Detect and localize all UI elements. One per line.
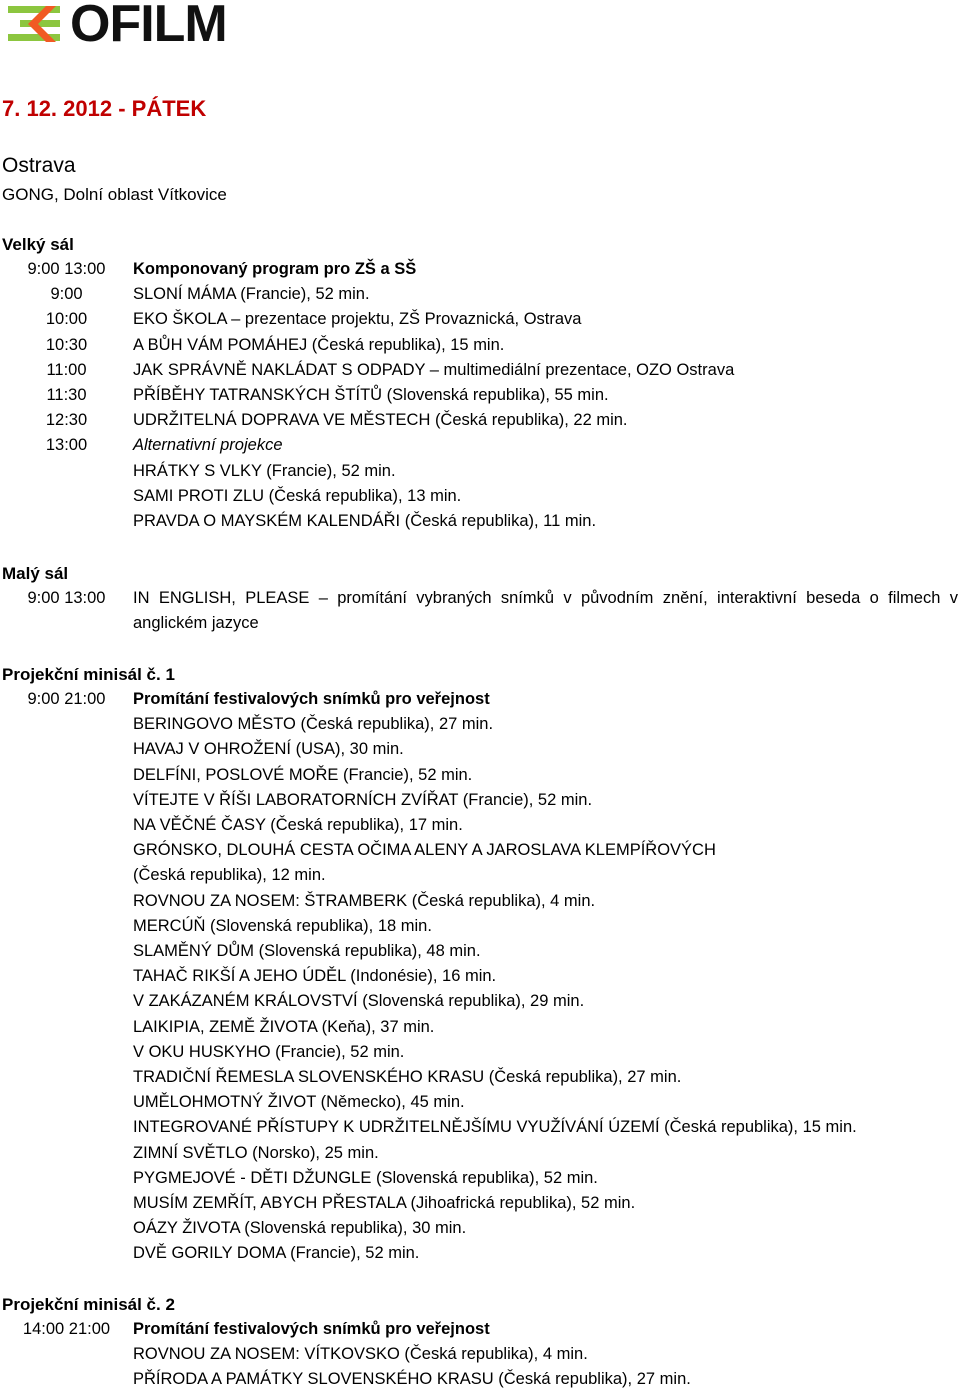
program-time: 10:30 <box>45 335 88 354</box>
program-row <box>0 737 960 762</box>
program-time <box>0 788 133 813</box>
program-item: MUSÍM ZEMŘÍT, ABYCH PŘESTALA (Jihoafrická republika), 52 min. <box>133 1194 636 1213</box>
program-time <box>0 1115 133 1140</box>
program-item: V OKU HUSKYHO (Francie), 52 min. <box>133 1042 405 1061</box>
program-time <box>0 1241 133 1266</box>
program-row <box>0 813 960 838</box>
program-time <box>0 964 133 989</box>
program-item: NA VĚČNÉ ČASY (Česká republika), 17 min. <box>133 816 463 835</box>
program-item: OÁZY ŽIVOTA (Slovenská republika), 30 min. <box>133 1219 467 1238</box>
program-time <box>0 1342 133 1367</box>
program-row <box>0 712 960 737</box>
program-item: PRAVDA O MAYSKÉM KALENDÁŘI (Česká republika), 11 min. <box>133 512 597 531</box>
program-time <box>0 914 133 939</box>
program-time <box>0 1015 133 1040</box>
program-row <box>0 358 960 383</box>
hall-section <box>0 561 960 636</box>
program-row <box>0 1115 960 1140</box>
program-row <box>0 1317 960 1342</box>
logo-text: OFILM <box>70 0 227 53</box>
program-row <box>0 433 960 458</box>
program-row <box>0 1090 960 1115</box>
program-item: A BŮH VÁM POMÁHEJ (Česká republika), 15 min. <box>133 335 505 354</box>
program-row <box>0 1342 960 1367</box>
program-row <box>0 1367 960 1392</box>
program-row <box>0 1241 960 1266</box>
program-time <box>0 763 133 788</box>
program-time <box>0 939 133 964</box>
program-row <box>0 586 960 636</box>
program-item: TAHAČ RIKŠÍ A JEHO ÚDĚL (Indonésie), 16 min. <box>133 967 497 986</box>
program-row <box>0 257 960 282</box>
program-item: SLAMĚNÝ DŮM (Slovenská republika), 48 min. <box>133 942 481 961</box>
program-time <box>0 989 133 1014</box>
program-item: Promítání festivalových snímků pro veřejnost <box>133 690 490 708</box>
program-time: 11:00 <box>46 360 87 379</box>
program-item: UMĚLOHMOTNÝ ŽIVOT (Německo), 45 min. <box>133 1093 465 1112</box>
program-item: PŘÍBĚHY TATRANSKÝCH ŠTÍTŮ (Slovenská republika), 55 min. <box>133 386 609 405</box>
program-item: HAVAJ V OHROŽENÍ (USA), 30 min. <box>133 740 404 759</box>
program-item: SAMI PROTI ZLU (Česká republika), 13 min. <box>133 486 462 505</box>
program-item: PYGMEJOVÉ - DĚTI DŽUNGLE (Slovenská republika), 52 min. <box>133 1168 598 1187</box>
program-item: JAK SPRÁVNĚ NAKLÁDAT S ODPADY – multimediální prezentace, OZO Ostrava <box>133 360 735 379</box>
program-item: Komponovaný program pro ZŠ a SŠ <box>133 260 417 278</box>
program-row <box>0 307 960 332</box>
hall-title: Velký sál <box>2 235 74 254</box>
program-item: Alternativní projekce <box>133 436 283 455</box>
program-time <box>0 1367 133 1392</box>
city-title: Ostrava <box>2 154 76 177</box>
program-item: (Česká republika), 12 min. <box>133 866 326 885</box>
program-item: UDRŽITELNÁ DOPRAVA VE MĚSTECH (Česká republika), 22 min. <box>133 411 628 430</box>
program-time <box>0 1216 133 1241</box>
program-time <box>0 889 133 914</box>
program-row <box>0 838 960 863</box>
program-time: 10:00 <box>45 310 88 329</box>
program-row <box>0 687 960 712</box>
program-row <box>0 383 960 408</box>
program-time <box>0 1090 133 1115</box>
program-row <box>0 889 960 914</box>
program-row <box>0 1216 960 1241</box>
program-item: ROVNOU ZA NOSEM: VÍTKOVSKO (Česká republika), 4 min. <box>133 1345 588 1364</box>
program-item: EKO ŠKOLA – prezentace projektu, ZŠ Provaznická, Ostrava <box>133 310 582 329</box>
program-item: ROVNOU ZA NOSEM: ŠTRAMBERK (Česká republika), 4 min. <box>133 891 596 910</box>
program-row <box>0 509 960 534</box>
program-time <box>0 459 133 484</box>
program-date: 7. 12. 2012 - PÁTEK <box>2 96 207 121</box>
program-time <box>0 737 133 762</box>
program-item: DVĚ GORILY DOMA (Francie), 52 min. <box>133 1244 420 1263</box>
program-item: SLONÍ MÁMA (Francie), 52 min. <box>133 285 370 304</box>
program-time <box>0 1166 133 1191</box>
program-row <box>0 408 960 433</box>
program-row <box>0 1191 960 1216</box>
program-item: HRÁTKY S VLKY (Francie), 52 min. <box>133 461 396 480</box>
program-item: ZIMNÍ SVĚTLO (Norsko), 25 min. <box>133 1143 379 1162</box>
program-time: 9:00 13:00 <box>27 589 106 607</box>
program-item: INTEGROVANÉ PŘÍSTUPY K UDRŽITELNĚJŠÍMU VYUŽÍVÁNÍ ÚZEMÍ (Česká republika), 15 min. <box>133 1118 857 1137</box>
program-time <box>0 1141 133 1166</box>
program-row <box>0 1015 960 1040</box>
program-time <box>0 712 133 737</box>
program-row <box>0 333 960 358</box>
program-time: 14:00 21:00 <box>22 1320 111 1338</box>
program-time: 11:30 <box>46 386 87 405</box>
program-row <box>0 1040 960 1065</box>
hall-title: Malý sál <box>2 564 69 583</box>
program-time: 9:00 13:00 <box>27 260 106 278</box>
program-time <box>0 1040 133 1065</box>
program-item: Promítání festivalových snímků pro veřejnost <box>133 1320 490 1338</box>
program-time <box>0 813 133 838</box>
program-row <box>0 964 960 989</box>
hall-title: Projekční minisál č. 2 <box>2 1295 175 1314</box>
program-time <box>0 1191 133 1216</box>
program-row <box>0 914 960 939</box>
program-row <box>0 939 960 964</box>
program-time <box>0 863 133 888</box>
program-row <box>0 763 960 788</box>
program-time: 13:00 <box>45 436 88 455</box>
program-row <box>0 863 960 888</box>
program-row <box>0 1141 960 1166</box>
program-time <box>0 509 133 534</box>
ekofilm-logo <box>6 0 246 53</box>
program-time: 9:00 <box>50 285 83 304</box>
venue-name: GONG, Dolní oblast Vítkovice <box>2 185 227 204</box>
program-row <box>0 1166 960 1191</box>
program-time <box>0 1065 133 1090</box>
program-item: VÍTEJTE V ŘÍŠI LABORATORNÍCH ZVÍŘAT (Francie), 52 min. <box>133 790 593 809</box>
hall-section <box>0 232 960 534</box>
program-time <box>0 838 133 863</box>
program-row <box>0 484 960 509</box>
program-row <box>0 989 960 1014</box>
program-item: TRADIČNÍ ŘEMESLA SLOVENSKÉHO KRASU (Česká republika), 27 min. <box>133 1068 682 1087</box>
program-time <box>0 484 133 509</box>
program-item: LAIKIPIA, ZEMĚ ŽIVOTA (Keňa), 37 min. <box>133 1017 435 1036</box>
program-item: DELFÍNI, POSLOVÉ MOŘE (Francie), 52 min. <box>133 765 473 784</box>
program-item: GRÓNSKO, DLOUHÁ CESTA OČIMA ALENY A JAROSLAVA KLEMPÍŘOVÝCH <box>133 841 716 860</box>
program-time: 9:00 21:00 <box>27 690 106 708</box>
hall-title: Projekční minisál č. 1 <box>2 665 175 684</box>
program-item: PŘÍRODA A PAMÁTKY SLOVENSKÉHO KRASU (Česká republika), 27 min. <box>133 1370 691 1389</box>
program-row <box>0 459 960 484</box>
hall-section <box>0 662 960 1267</box>
program-item: BERINGOVO MĚSTO (Česká republika), 27 min. <box>133 715 494 734</box>
program-row <box>0 282 960 307</box>
hall-section <box>0 1292 960 1393</box>
program-time: 12:30 <box>45 411 88 430</box>
program-row <box>0 1065 960 1090</box>
program-row <box>0 788 960 813</box>
logo-e-mark-icon <box>6 2 76 46</box>
program-item: V ZAKÁZANÉM KRÁLOVSTVÍ (Slovenská republika), 29 min. <box>133 992 585 1011</box>
program-item: MERCÚŇ (Slovenská republika), 18 min. <box>133 916 432 935</box>
program-item: IN ENGLISH, PLEASE – promítání vybraných snímků v původním znění, interaktivní beseda o filmech v anglickém jazyce <box>133 589 958 633</box>
